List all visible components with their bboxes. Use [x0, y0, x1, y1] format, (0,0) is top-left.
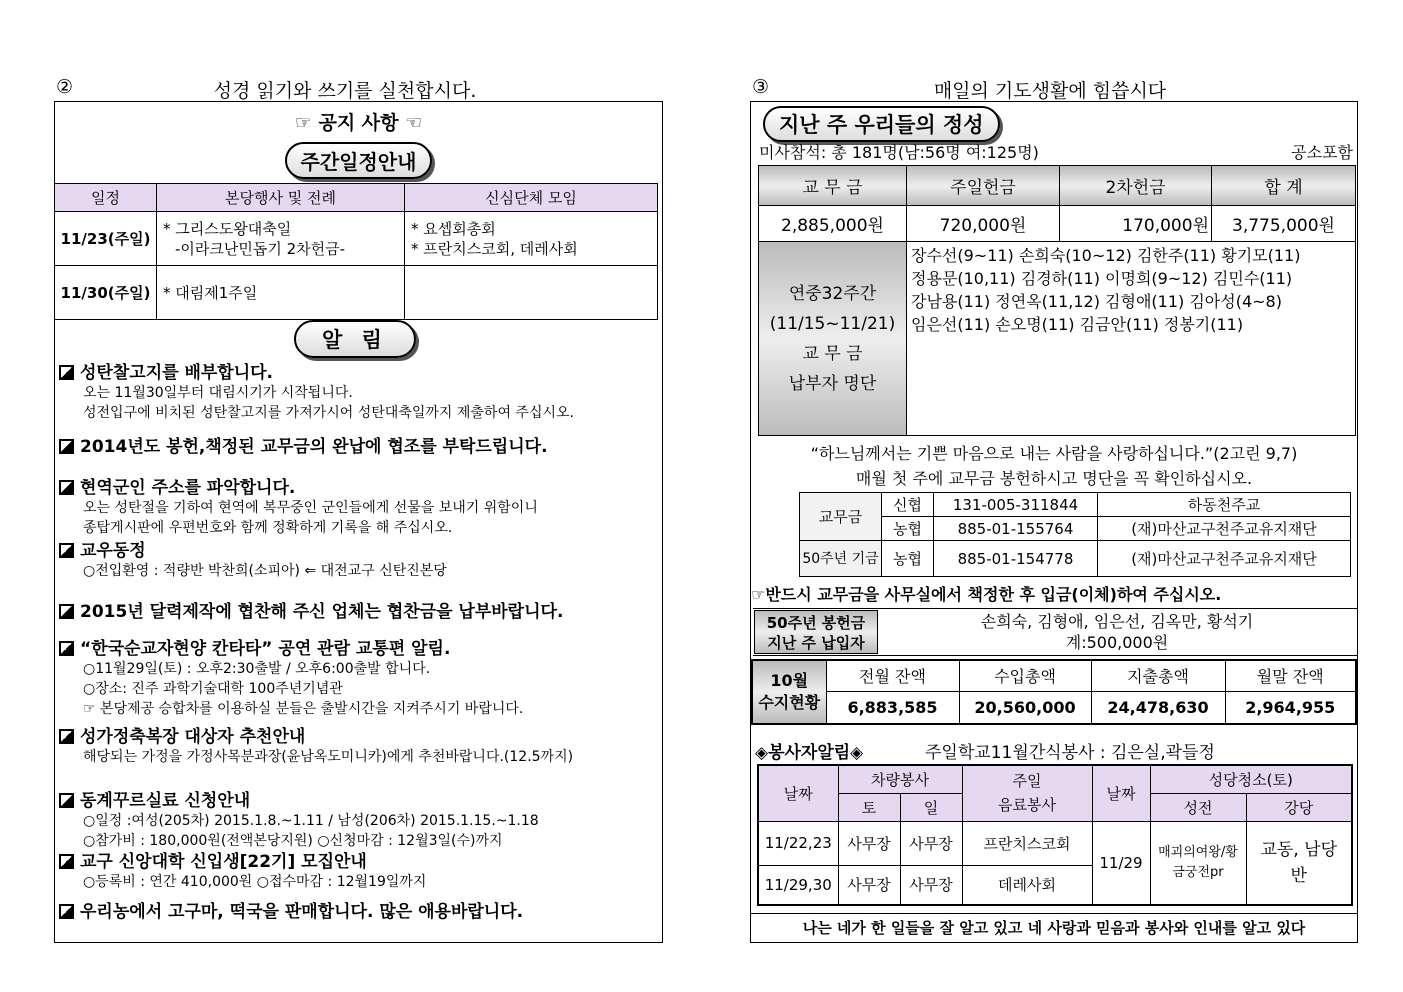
notice-item-line: ○장소: 진주 과학기술대학 100주년기념관 [83, 681, 343, 697]
notice-item-line: 오는 11월30일부터 대림시기가 시작됩니다. [83, 385, 353, 401]
notice-item-line: 해당되는 가정을 가정사목분과장(윤남옥도미니카)에게 추천바랍니다.(12.5까지) [83, 749, 574, 765]
vol-sat: 사무장 [838, 821, 900, 865]
bullet-square-icon [59, 480, 74, 495]
page-number-right: ③ [752, 76, 770, 98]
notice-item-title [59, 634, 659, 659]
list-item [59, 847, 659, 892]
offering-value: 2,885,000원 [759, 206, 907, 242]
account-holder: 하동천주교 [1098, 493, 1351, 517]
notice-item-title [59, 847, 659, 872]
list-item [59, 358, 659, 423]
finance-value: 6,883,585 [826, 691, 959, 724]
list-item [59, 897, 659, 922]
vol-header-drink: 음료봉사 [998, 796, 1056, 815]
fund-names: 손희숙, 김형애, 임은선, 김옥만, 황석기 [980, 612, 1254, 631]
finance-header: 월말 잔액 [1225, 660, 1356, 691]
account-category: 50주년 기금 [800, 541, 882, 577]
schedule-group: * 요셉회총회 [411, 219, 496, 238]
finance-header: 수입총액 [959, 660, 1091, 691]
clean-hall: 교동, 남당반 [1246, 821, 1352, 905]
bullet-square-icon [59, 641, 74, 656]
vol-drink: 데레사회 [962, 865, 1092, 905]
offering-table [758, 165, 1356, 436]
offering-value: 720,000원 [907, 206, 1060, 242]
notice-item-line: ○11월29일(토) : 오후2:30출발 / 오후6:00출발 합니다. [83, 661, 431, 677]
vol-header-sat: 토 [838, 793, 900, 821]
notice-item-title-text: “한국순교자현양 칸타타” 공연 관람 교통편 알림. [80, 639, 451, 659]
vol-header-car: 차량봉사 [838, 765, 962, 793]
offering-header: 주일헌금 [907, 166, 1060, 206]
schedule-header-event: 본당행사 및 전례 [157, 184, 405, 212]
bullet-square-icon [59, 904, 74, 919]
notice-item-title [59, 597, 659, 622]
offering-title: 지난 주 우리들의 정성 [763, 106, 1000, 142]
notice-item-title [59, 786, 659, 811]
notice-item-title [59, 536, 659, 561]
table-row [758, 821, 1352, 865]
alert-title: 알 림 [294, 320, 416, 358]
finance-value: 20,560,000 [959, 691, 1091, 724]
schedule-date: 11/30(주일) [55, 266, 157, 320]
notice-item-title-text: 현역군인 주소를 파악합니다. [80, 478, 296, 498]
donor-label: 연중32주간 [788, 283, 877, 304]
vol-sun: 사무장 [900, 865, 962, 905]
donor-label: 납부자 명단 [788, 373, 877, 394]
left-header: 성경 읽기와 쓰기를 실천합시다. [213, 80, 477, 102]
donor-line: 임은선(11) 손오명(11) 김금안(11) 정봉기(11) [911, 315, 1244, 334]
right-header: 매일의 기도생활에 힘씁시다 [933, 80, 1167, 102]
offering-value: 3,775,000원 [1212, 206, 1356, 242]
volunteer-table [757, 764, 1353, 906]
vol-header-drink: 주일 [1012, 772, 1042, 791]
list-item [59, 536, 659, 581]
page-number-left: ② [56, 76, 74, 98]
finance-header: 전월 잔액 [826, 660, 959, 691]
notice-item-title-text: 동계꾸르실료 신청안내 [80, 791, 251, 811]
notice-item-line: ○전입환영 : 적량반 박찬희(소피아) ⇐ 대전교구 신탄진본당 [83, 563, 447, 579]
bullet-square-icon [59, 793, 74, 808]
schedule-event: * 대림제1주일 [157, 266, 405, 320]
left-panel [54, 101, 663, 943]
notice-item-line: 오는 성탄절을 기하여 현역에 복무중인 군인들에게 선물을 보내기 위함이니 [83, 500, 538, 516]
schedule-group [405, 266, 658, 320]
clean-sanct: 매괴의여왕/황금궁전pr [1150, 821, 1246, 905]
offering-value: 170,000원 [1060, 206, 1212, 242]
list-item [59, 786, 659, 851]
schedule-date: 11/23(주일) [55, 212, 157, 266]
offering-header: 교 무 금 [759, 166, 907, 206]
clean-date: 11/29 [1092, 821, 1150, 905]
list-item [59, 473, 659, 538]
donor-label: (11/15~11/21) [769, 313, 896, 334]
schedule-group: * 프란치스코회, 데레사회 [411, 239, 578, 258]
schedule-table [54, 183, 658, 320]
vol-header-date2: 날짜 [1092, 765, 1150, 821]
finance-label: 수지현황 [758, 693, 821, 712]
account-bank: 농협 [882, 541, 934, 577]
schedule-header-group: 신심단체 모임 [405, 184, 658, 212]
fund-total: 계:500,000원 [1065, 633, 1169, 652]
quote: “하느님께서는 기쁜 마음으로 내는 사람을 사랑하십니다.”(2고린 9,7) [810, 444, 1298, 463]
quote-reminder: 매월 첫 주에 교무금 봉헌하시고 명단을 꼭 확인하십시오. [855, 469, 1253, 488]
account-bank: 농협 [882, 517, 934, 541]
notice-item-title-text: 성가정축복장 대상자 추천안내 [80, 727, 306, 747]
list-item [59, 722, 659, 767]
notice-item-title-text: 2015년 달력제작에 협찬해 주신 업체는 협찬금을 납부바랍니다. [80, 602, 564, 622]
schedule-event-sub: -이라크난민돕기 2차헌금- [175, 239, 346, 258]
list-item [59, 597, 659, 622]
bullet-square-icon [59, 854, 74, 869]
fund-label: 지난 주 납입자 [767, 634, 865, 652]
bullet-square-icon [59, 543, 74, 558]
schedule-event: * 그리스도왕대축일 [163, 219, 292, 238]
volunteer-title: ◈봉사자알림◈ [755, 743, 864, 763]
table-row [55, 212, 658, 266]
vol-header-date: 날짜 [758, 765, 838, 821]
table-row [55, 266, 658, 320]
schedule-header-date: 일정 [55, 184, 157, 212]
finance-header: 지출총액 [1091, 660, 1225, 691]
vol-header-sun: 일 [900, 793, 962, 821]
notice-title: ☞ 공지 사항 ☜ [294, 112, 423, 134]
sunday-school: 주일학교11월간식봉사 : 김은실,곽들정 [925, 743, 1215, 763]
attendance: 미사참석: 총 181명(남:56명 여:125명) [759, 143, 1039, 162]
donor-line: 정용문(10,11) 김경하(11) 이명희(9~12) 김민수(11) [911, 269, 1293, 288]
bullet-square-icon [59, 439, 74, 454]
bullet-square-icon [59, 365, 74, 380]
offering-header: 2차헌금 [1060, 166, 1212, 206]
fund-box [753, 608, 1357, 656]
account-category: 교무금 [800, 493, 882, 541]
list-item [59, 634, 659, 719]
vol-header-hall: 강당 [1246, 793, 1352, 821]
account-number: 885-01-154778 [934, 541, 1098, 577]
finance-value: 2,964,955 [1225, 691, 1356, 724]
vol-drink: 프란치스코회 [962, 821, 1092, 865]
notice-item-line: 종탑게시판에 우편번호와 함께 정확하게 기록을 해 주십시오. [83, 520, 453, 536]
finance-label: 10월 [770, 671, 809, 690]
account-table [799, 492, 1351, 577]
bullet-square-icon [59, 604, 74, 619]
list-item [59, 432, 659, 457]
finance-table [751, 659, 1357, 725]
notice-item-title [59, 722, 659, 747]
vol-header-clean: 성당청소(토) [1150, 765, 1352, 793]
notice-item-title-text: 2014년도 봉헌,책정된 교무금의 완납에 협조를 부탁드립니다. [80, 437, 548, 457]
account-number: 131-005-311844 [934, 493, 1098, 517]
notice-item-line: ☞ 본당제공 승합차를 이용하실 분들은 출발시간을 지켜주시기 바랍니다. [83, 701, 524, 717]
notice-item-title [59, 358, 659, 383]
vol-sun: 사무장 [900, 821, 962, 865]
finance-value: 24,478,630 [1091, 691, 1225, 724]
notice-item-line: ○일정 :여성(205차) 2015.1.8.~1.11 / 남성(206차) 2015.1.15.~1.18 [83, 813, 539, 829]
account-holder: (재)마산교구천주교유지재단 [1098, 517, 1351, 541]
notice-item-line: ○참가비 : 180,000원(전액본당지원) ○신청마감 : 12월3일(수)까지 [83, 833, 503, 849]
fund-label: 50주년 봉헌금 [766, 614, 866, 632]
donor-line: 장수선(9~11) 손희숙(10~12) 김한주(11) 황기모(11) [911, 246, 1301, 265]
notice-item-title-text: 성탄찰고지를 배부합니다. [80, 363, 274, 383]
notice-item-title-text: 우리농에서 고구마, 떡국을 판매합니다. 많은 애용바랍니다. [80, 902, 524, 922]
bullet-square-icon [59, 729, 74, 744]
donor-label: 교 무 금 [802, 343, 863, 364]
vol-header-sanct: 성전 [1150, 793, 1246, 821]
notice-item-title-text: 교구 신앙대학 신입생[22기] 모집안내 [80, 852, 367, 872]
right-panel [750, 101, 1358, 943]
vol-date: 11/22,23 [758, 821, 838, 865]
notice-item-title [59, 897, 659, 922]
notice-item-line: ○등록비 : 연간 410,000원 ○접수마감 : 12월19일까지 [83, 874, 427, 890]
account-number: 885-01-155764 [934, 517, 1098, 541]
account-bank: 신협 [882, 493, 934, 517]
account-holder: (재)마산교구천주교유지재단 [1098, 541, 1351, 577]
notice-item-title [59, 473, 659, 498]
donor-line: 강남용(11) 정연옥(11,12) 김형애(11) 김아성(4~8) [911, 292, 1282, 311]
notice-item-line: 성전입구에 비치된 성탄찰고지를 가져가시어 성탄대축일까지 제출하여 주십시오. [83, 405, 574, 421]
attendance-note: 공소포함 [1291, 143, 1353, 162]
notice-item-title [59, 432, 659, 457]
weekly-title: 주간일정안내 [285, 142, 433, 179]
vol-date: 11/29,30 [758, 865, 838, 905]
offering-header: 합 계 [1212, 166, 1356, 206]
footer-verse: 나는 네가 한 일들을 잘 알고 있고 네 사랑과 믿음과 봉사와 인내를 알고 있다 [751, 913, 1357, 942]
vol-sat: 사무장 [838, 865, 900, 905]
account-note: ☞반드시 교무금을 사무실에서 책정한 후 입금(이체)하여 주십시오. [751, 585, 1222, 604]
notice-item-title-text: 교우동정 [80, 541, 146, 561]
